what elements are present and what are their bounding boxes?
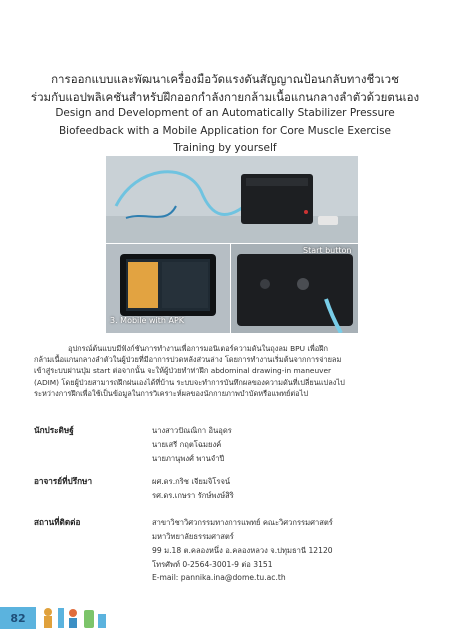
title-english-line3: Training by yourself [173,142,277,154]
start-button-photo-drawing [231,244,358,333]
contact-phone: โทรศัพท์ 0-2564-3001-9 ต่อ 3151 [152,560,273,569]
inventors-label: นักประดิษฐ์ [34,425,74,435]
description-line: กล้ามเนื้อแกนกลางลำตัวในผู้ป่วยที่มีอาการปวดหลังส่วนล่าง โดยการทำงานเริ่มต้นจากการจ่ายลม [34,355,342,365]
invention-illustration-icon [42,604,108,630]
description-line: ระหว่างการฝึกเพื่อใช้เป็นข้อมูลในการวิเคราะห์ผลของนักกายภาพบำบัดหรือแพทย์ต่อไป [34,388,309,398]
title-thai-line2: ร่วมกับแอปพลิเคชันสำหรับฝึกออกกำลังกายกล้ามเนื้อแกนกลางลำตัวด้วยตนเอง [30,90,420,104]
description-line: (ADIM) โดยผู้ป่วยสามารถฝึกฝนเองได้ที่บ้าน ระบบจะทำการบันทึกผลของความดันที่เปลี่ยนแปลงไป [34,377,345,387]
mobile-photo-caption: 3. Mobile with APK [110,316,185,325]
device-photo-collage [106,156,358,333]
inventor-name: นางสาวปัณณิกา อินอุดร [152,426,232,435]
title-english-line1: Design and Development of an Automatically Stabilizer Pressure [55,107,395,119]
contact-department: สาขาวิชาวิศวกรรมทางการแพทย์ คณะวิศวกรรมศาสตร์ [152,518,333,527]
contact-address: 99 ม.18 ต.คลองหนึ่ง อ.คลองหลวง จ.ปทุมธานี 12120 [152,546,333,555]
title-thai-line1: การออกแบบและพัฒนาเครื่องมือวัดแรงดันสัญญาณป้อนกลับทางชีวเวช [51,72,399,86]
footer-invention-icons [42,604,108,634]
start-button-photo-caption: Start button [303,246,352,255]
contact-university: มหาวิทยาลัยธรรมศาสตร์ [152,532,234,541]
advisor-name: ผศ.ดร.กริช เจียมจิโรจน์ [152,477,231,486]
inventor-name: นายภานุพงศ์ พานจำปี [152,454,225,463]
device-photo-overview-drawing [106,156,358,243]
mobile-photo [106,244,230,333]
contact-label: สถานที่ติดต่อ [34,517,81,527]
contact-email: E-mail: pannika.ina@dome.tu.ac.th [152,573,286,582]
description-line: อุปกรณ์ต้นแบบมีฟังก์ชันการทำงานเพื่อการมอนิเตอร์ความดันในถุงลม BPU เพื่อฝึก [68,344,329,353]
device-photo-overview [106,156,358,243]
project-description [34,343,422,399]
inventor-name: นายเสรี กฤตโฉมยงค์ [152,440,222,449]
start-button-photo [231,244,358,333]
title-english-line2: Biofeedback with a Mobile Application for Core Muscle Exercise [58,125,392,137]
advisor-name: รศ.ดร.เกษรา รักษ์พงษ์สิริ [152,491,234,500]
advisor-label: อาจารย์ที่ปรึกษา [34,476,93,486]
page-number: 82 [0,607,36,629]
description-line: เข้าสู่ระบบผ่านปุ่ม start ต่อจากนั้น จะให้ผู้ป่วยทำท่าฝึก abdominal drawing-in maneuver [34,366,332,376]
